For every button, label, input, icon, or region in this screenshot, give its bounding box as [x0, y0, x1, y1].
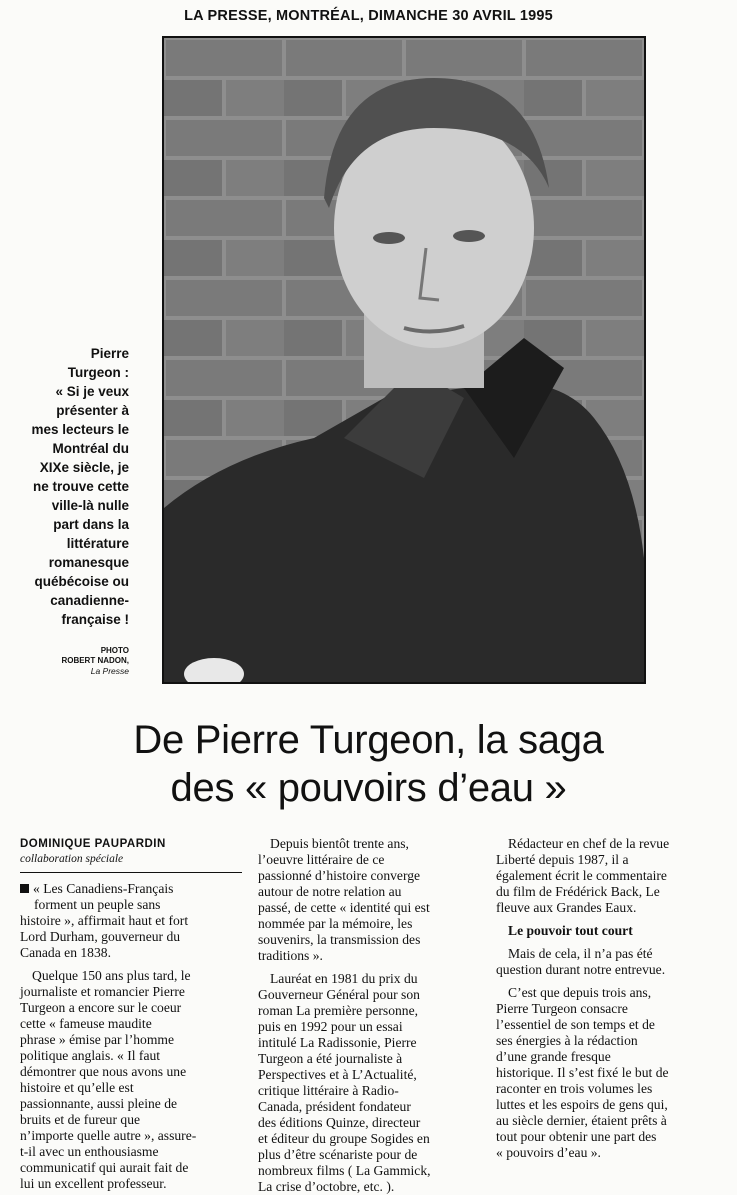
- text-line: Lauréat en 1981 du prix du: [270, 971, 418, 986]
- text-line: critique littéraire à Radio-: [258, 1083, 399, 1098]
- text-line: passionné d’histoire converge: [258, 868, 421, 883]
- article-column-3: [496, 836, 722, 1161]
- text-line: luttes et les espoirs de gens qui,: [496, 1097, 668, 1112]
- text-line: fleuve aux Grandes Eaux.: [496, 900, 637, 915]
- text-line: du film de Frédérick Back, Le: [496, 884, 660, 899]
- text-line: et éditeur du groupe Sogides en: [258, 1131, 430, 1146]
- caption-line: romanesque: [48, 555, 129, 570]
- portrait-photo: [162, 36, 646, 684]
- text-line: Quelque 150 ans plus tard, le: [32, 968, 191, 983]
- text-line: autour de notre relation au: [258, 884, 402, 899]
- text-line: traditions ».: [258, 948, 323, 963]
- text-line: forment un peuple sans: [34, 897, 161, 912]
- text-line: histoire », affirmait haut et fort: [20, 913, 189, 928]
- text-line: Gouverneur Général pour son: [258, 987, 420, 1002]
- caption-line: Montréal du: [52, 441, 129, 456]
- text-line: « pouvoirs d’eau ».: [496, 1145, 601, 1160]
- text-line: communicatif qui aurait fait de: [20, 1160, 189, 1175]
- text-line: intitulé La Radissonie, Pierre: [258, 1035, 417, 1050]
- text-line: bruits et de fureur que: [20, 1112, 141, 1127]
- byline-role: collaboration spéciale: [20, 853, 124, 865]
- credit-label: PHOTO: [100, 646, 129, 655]
- caption-line: présenter à: [56, 403, 129, 418]
- text-line: Canada en 1838.: [20, 945, 111, 960]
- text-line: historique. Il s’est fixé le but de: [496, 1065, 669, 1080]
- text-line: Canada, président fondateur: [258, 1099, 411, 1114]
- text-line: passé, de cette « identité qui est: [258, 900, 430, 915]
- caption-line: mes lecteurs le: [31, 422, 129, 437]
- credit-name: ROBERT NADON,: [61, 656, 129, 665]
- text-line: journaliste et romancier Pierre: [20, 984, 185, 999]
- caption-line: XIXe siècle, je: [39, 460, 129, 475]
- caption-line: canadienne-: [50, 593, 129, 608]
- text-line: plus d’être scénariste pour de: [258, 1147, 418, 1162]
- text-line: souvenirs, la transmission des: [258, 932, 421, 947]
- caption-line: française !: [61, 612, 129, 627]
- text-line: Liberté depuis 1987, il a: [496, 852, 629, 867]
- paragraph: [20, 968, 246, 1192]
- text-line: C’est que depuis trois ans,: [508, 985, 652, 1000]
- text-line: nombreux films ( La Gammick,: [258, 1163, 431, 1178]
- caption-line: ne trouve cette: [32, 479, 129, 494]
- text-line: t-il avec un enthousiasme: [20, 1144, 159, 1159]
- text-line: Rédacteur en chef de la revue: [508, 836, 670, 851]
- paragraph: [496, 946, 722, 978]
- text-line: phrase » émise par l’homme: [20, 1032, 175, 1047]
- text-line: Depuis bientôt trente ans,: [270, 836, 409, 851]
- byline-name: DOMINIQUE PAUPARDIN: [20, 838, 166, 850]
- caption-line: part dans la: [53, 517, 129, 532]
- text-line: politique anglais. « Il faut: [20, 1048, 161, 1063]
- byline-rule: [20, 872, 242, 873]
- text-line: Turgeon a été journaliste à: [258, 1051, 403, 1066]
- headline-line-1: De Pierre Turgeon, la saga: [133, 718, 604, 762]
- text-line: cette « fameuse maudite: [20, 1016, 152, 1031]
- headline: [0, 716, 737, 812]
- caption-line: ville-là nulle: [51, 498, 129, 513]
- caption-line: « Si je veux: [55, 384, 129, 399]
- photo-credit: [0, 646, 129, 676]
- text-line: puis en 1992 pour un essai: [258, 1019, 403, 1034]
- caption-line: littérature: [66, 536, 129, 551]
- dateline: LA PRESSE, MONTRÉAL, DIMANCHE 30 AVRIL 1995: [184, 8, 553, 24]
- text-line: au siècle dernier, étaient prêts à: [496, 1113, 667, 1128]
- text-line: lui un excellent professeur.: [20, 1176, 167, 1191]
- text-line: Pierre Turgeon consacre: [496, 1001, 628, 1016]
- subheading: Le pouvoir tout court: [508, 923, 633, 938]
- text-line: des éditions Quinze, directeur: [258, 1115, 421, 1130]
- caption-line: Pierre: [90, 346, 129, 361]
- paragraph: [258, 836, 484, 964]
- caption-line: québécoise ou: [34, 574, 129, 589]
- text-line: question durant notre entrevue.: [496, 962, 666, 977]
- text-line: l’oeuvre littéraire de ce: [258, 852, 385, 867]
- text-line: n’importe quelle autre », assure-: [20, 1128, 197, 1143]
- text-line: Lord Durham, gouverneur du: [20, 929, 181, 944]
- article-column-1: [20, 836, 246, 1192]
- text-line: La crise d’octobre, etc. ).: [258, 1179, 395, 1194]
- text-line: tout pour obtenir une part des: [496, 1129, 657, 1144]
- text-line: d’une grande fresque: [496, 1049, 611, 1064]
- credit-paper: La Presse: [90, 666, 129, 676]
- text-line: l’essentiel de son temps et de: [496, 1017, 655, 1032]
- text-line: histoire et qu’elle est: [20, 1080, 134, 1095]
- article-column-2: [258, 836, 484, 1195]
- text-line: raconter en trois volumes les: [496, 1081, 653, 1096]
- photo-caption: [0, 344, 129, 629]
- text-line: Perspectives et à L’Actualité,: [258, 1067, 417, 1082]
- paragraph: [20, 881, 246, 961]
- portrait-illustration: [164, 38, 644, 682]
- caption-line: Turgeon :: [67, 365, 129, 380]
- text-line: roman La première personne,: [258, 1003, 419, 1018]
- text-line: démontrer que nous avons une: [20, 1064, 187, 1079]
- text-line: « Les Canadiens-Français: [20, 881, 246, 897]
- paragraph-marker-icon: [20, 884, 29, 893]
- text-line: Turgeon a encore sur le coeur: [20, 1000, 182, 1015]
- text-line: également écrit le commentaire: [496, 868, 667, 883]
- paragraph: [258, 971, 484, 1195]
- headline-line-2: des « pouvoirs d’eau »: [170, 766, 567, 810]
- text-line: passionnante, aussi pleine de: [20, 1096, 178, 1111]
- text-line: ses énergies à la rédaction: [496, 1033, 638, 1048]
- paragraph: [496, 836, 722, 916]
- text-line: Mais de cela, il n’a pas été: [508, 946, 653, 961]
- paragraph: [496, 985, 722, 1161]
- text-line: nommée par la mémoire, les: [258, 916, 413, 931]
